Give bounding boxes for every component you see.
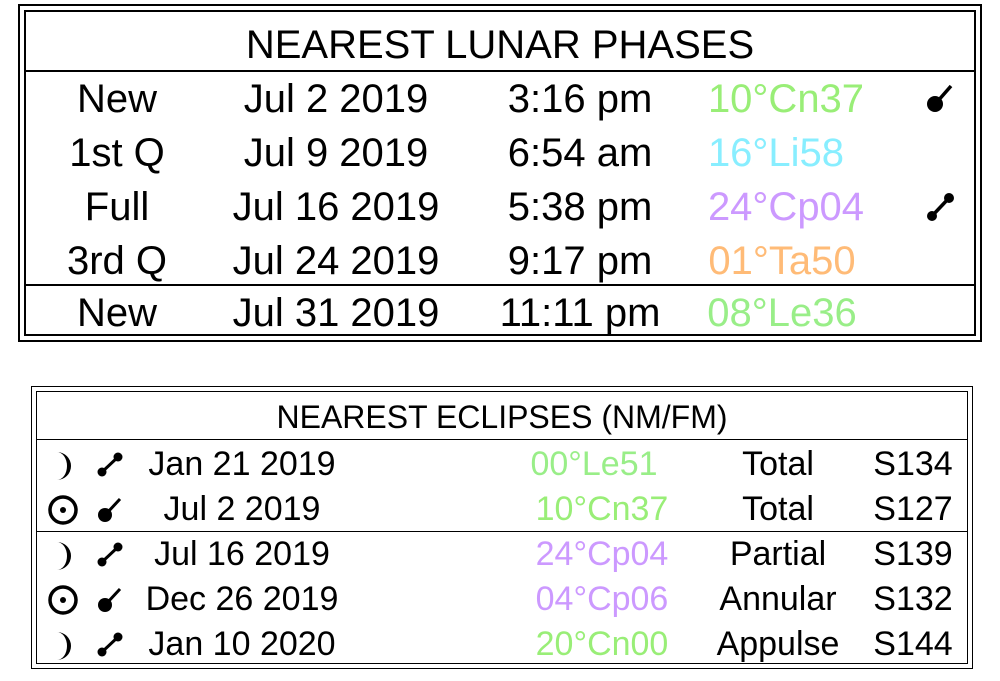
eclipse-position: 10°Cn37 — [535, 490, 669, 528]
eclipse-type: Appulse — [716, 625, 840, 663]
lunar-phases-panel — [18, 4, 982, 342]
phase-position: 08°Le36 — [707, 291, 857, 335]
phase-time: 11:11 pm — [499, 291, 661, 335]
lunar-row — [26, 180, 974, 234]
eclipse-position: 04°Cp06 — [535, 580, 669, 618]
phase-name: New — [76, 77, 158, 121]
ascending-node-icon — [95, 541, 125, 569]
lunar-row — [26, 234, 974, 288]
eclipse-date: Jul 2 2019 — [163, 490, 321, 528]
eclipses-title: NEAREST ECLIPSES (NM/FM) — [276, 399, 728, 435]
phase-position: 10°Cn37 — [707, 77, 865, 121]
descending-node-icon — [924, 82, 956, 116]
eclipses-inner-border — [36, 391, 968, 664]
eclipse-position: 24°Cp04 — [535, 535, 669, 573]
eclipse-row — [37, 442, 967, 487]
phase-date: Jul 16 2019 — [232, 185, 440, 229]
sun-icon — [47, 494, 79, 526]
phase-name: 3rd Q — [66, 239, 168, 283]
phase-position: 01°Ta50 — [708, 239, 856, 283]
lunar-row — [26, 126, 974, 180]
lunar-phases-inner-border — [24, 10, 976, 336]
phase-position: 16°Li58 — [707, 131, 845, 175]
moon-icon — [51, 630, 77, 662]
eclipses-panel — [31, 386, 973, 669]
eclipse-type: Total — [742, 490, 814, 528]
phase-time: 3:16 pm — [507, 77, 653, 121]
eclipse-type: Partial — [729, 535, 827, 573]
phase-date: Jul 9 2019 — [243, 131, 429, 175]
eclipses-title-divider — [37, 439, 967, 440]
eclipse-saros: S144 — [873, 625, 953, 663]
phase-position: 24°Cp04 — [707, 185, 865, 229]
eclipse-saros: S134 — [873, 445, 953, 483]
eclipse-row — [37, 532, 967, 577]
eclipse-date: Jan 21 2019 — [148, 445, 336, 483]
eclipse-row — [37, 577, 967, 622]
phase-name: New — [76, 291, 158, 335]
eclipse-date: Dec 26 2019 — [145, 580, 339, 618]
eclipse-saros: S139 — [873, 535, 953, 573]
ascending-node-icon — [95, 451, 125, 479]
phase-time: 6:54 am — [507, 131, 653, 175]
eclipse-date: Jul 16 2019 — [154, 535, 330, 573]
lunar-row — [26, 72, 974, 126]
phase-date: Jul 24 2019 — [232, 239, 440, 283]
phase-name: 1st Q — [69, 131, 165, 175]
descending-node-icon — [95, 586, 125, 616]
lunar-row — [26, 286, 974, 340]
eclipse-position: 00°Le51 — [530, 445, 658, 483]
phase-time: 9:17 pm — [507, 239, 653, 283]
sun-icon — [47, 584, 79, 616]
descending-node-icon — [95, 496, 125, 526]
phase-date: Jul 2 2019 — [243, 77, 429, 121]
phase-time: 5:38 pm — [507, 185, 653, 229]
eclipse-date: Jan 10 2020 — [148, 625, 336, 663]
moon-icon — [51, 450, 77, 482]
phase-name: Full — [84, 185, 150, 229]
lunar-phases-title: NEAREST LUNAR PHASES — [245, 23, 755, 67]
eclipse-row — [37, 622, 967, 667]
eclipse-type: Total — [742, 445, 814, 483]
eclipse-type: Annular — [719, 580, 837, 618]
eclipse-saros: S132 — [873, 580, 953, 618]
eclipse-row — [37, 487, 967, 532]
ascending-node-icon — [924, 190, 956, 224]
moon-icon — [51, 540, 77, 572]
eclipse-saros: S127 — [873, 490, 953, 528]
eclipse-position: 20°Cn00 — [535, 625, 669, 663]
phase-date: Jul 31 2019 — [232, 291, 440, 335]
ascending-node-icon — [95, 631, 125, 659]
